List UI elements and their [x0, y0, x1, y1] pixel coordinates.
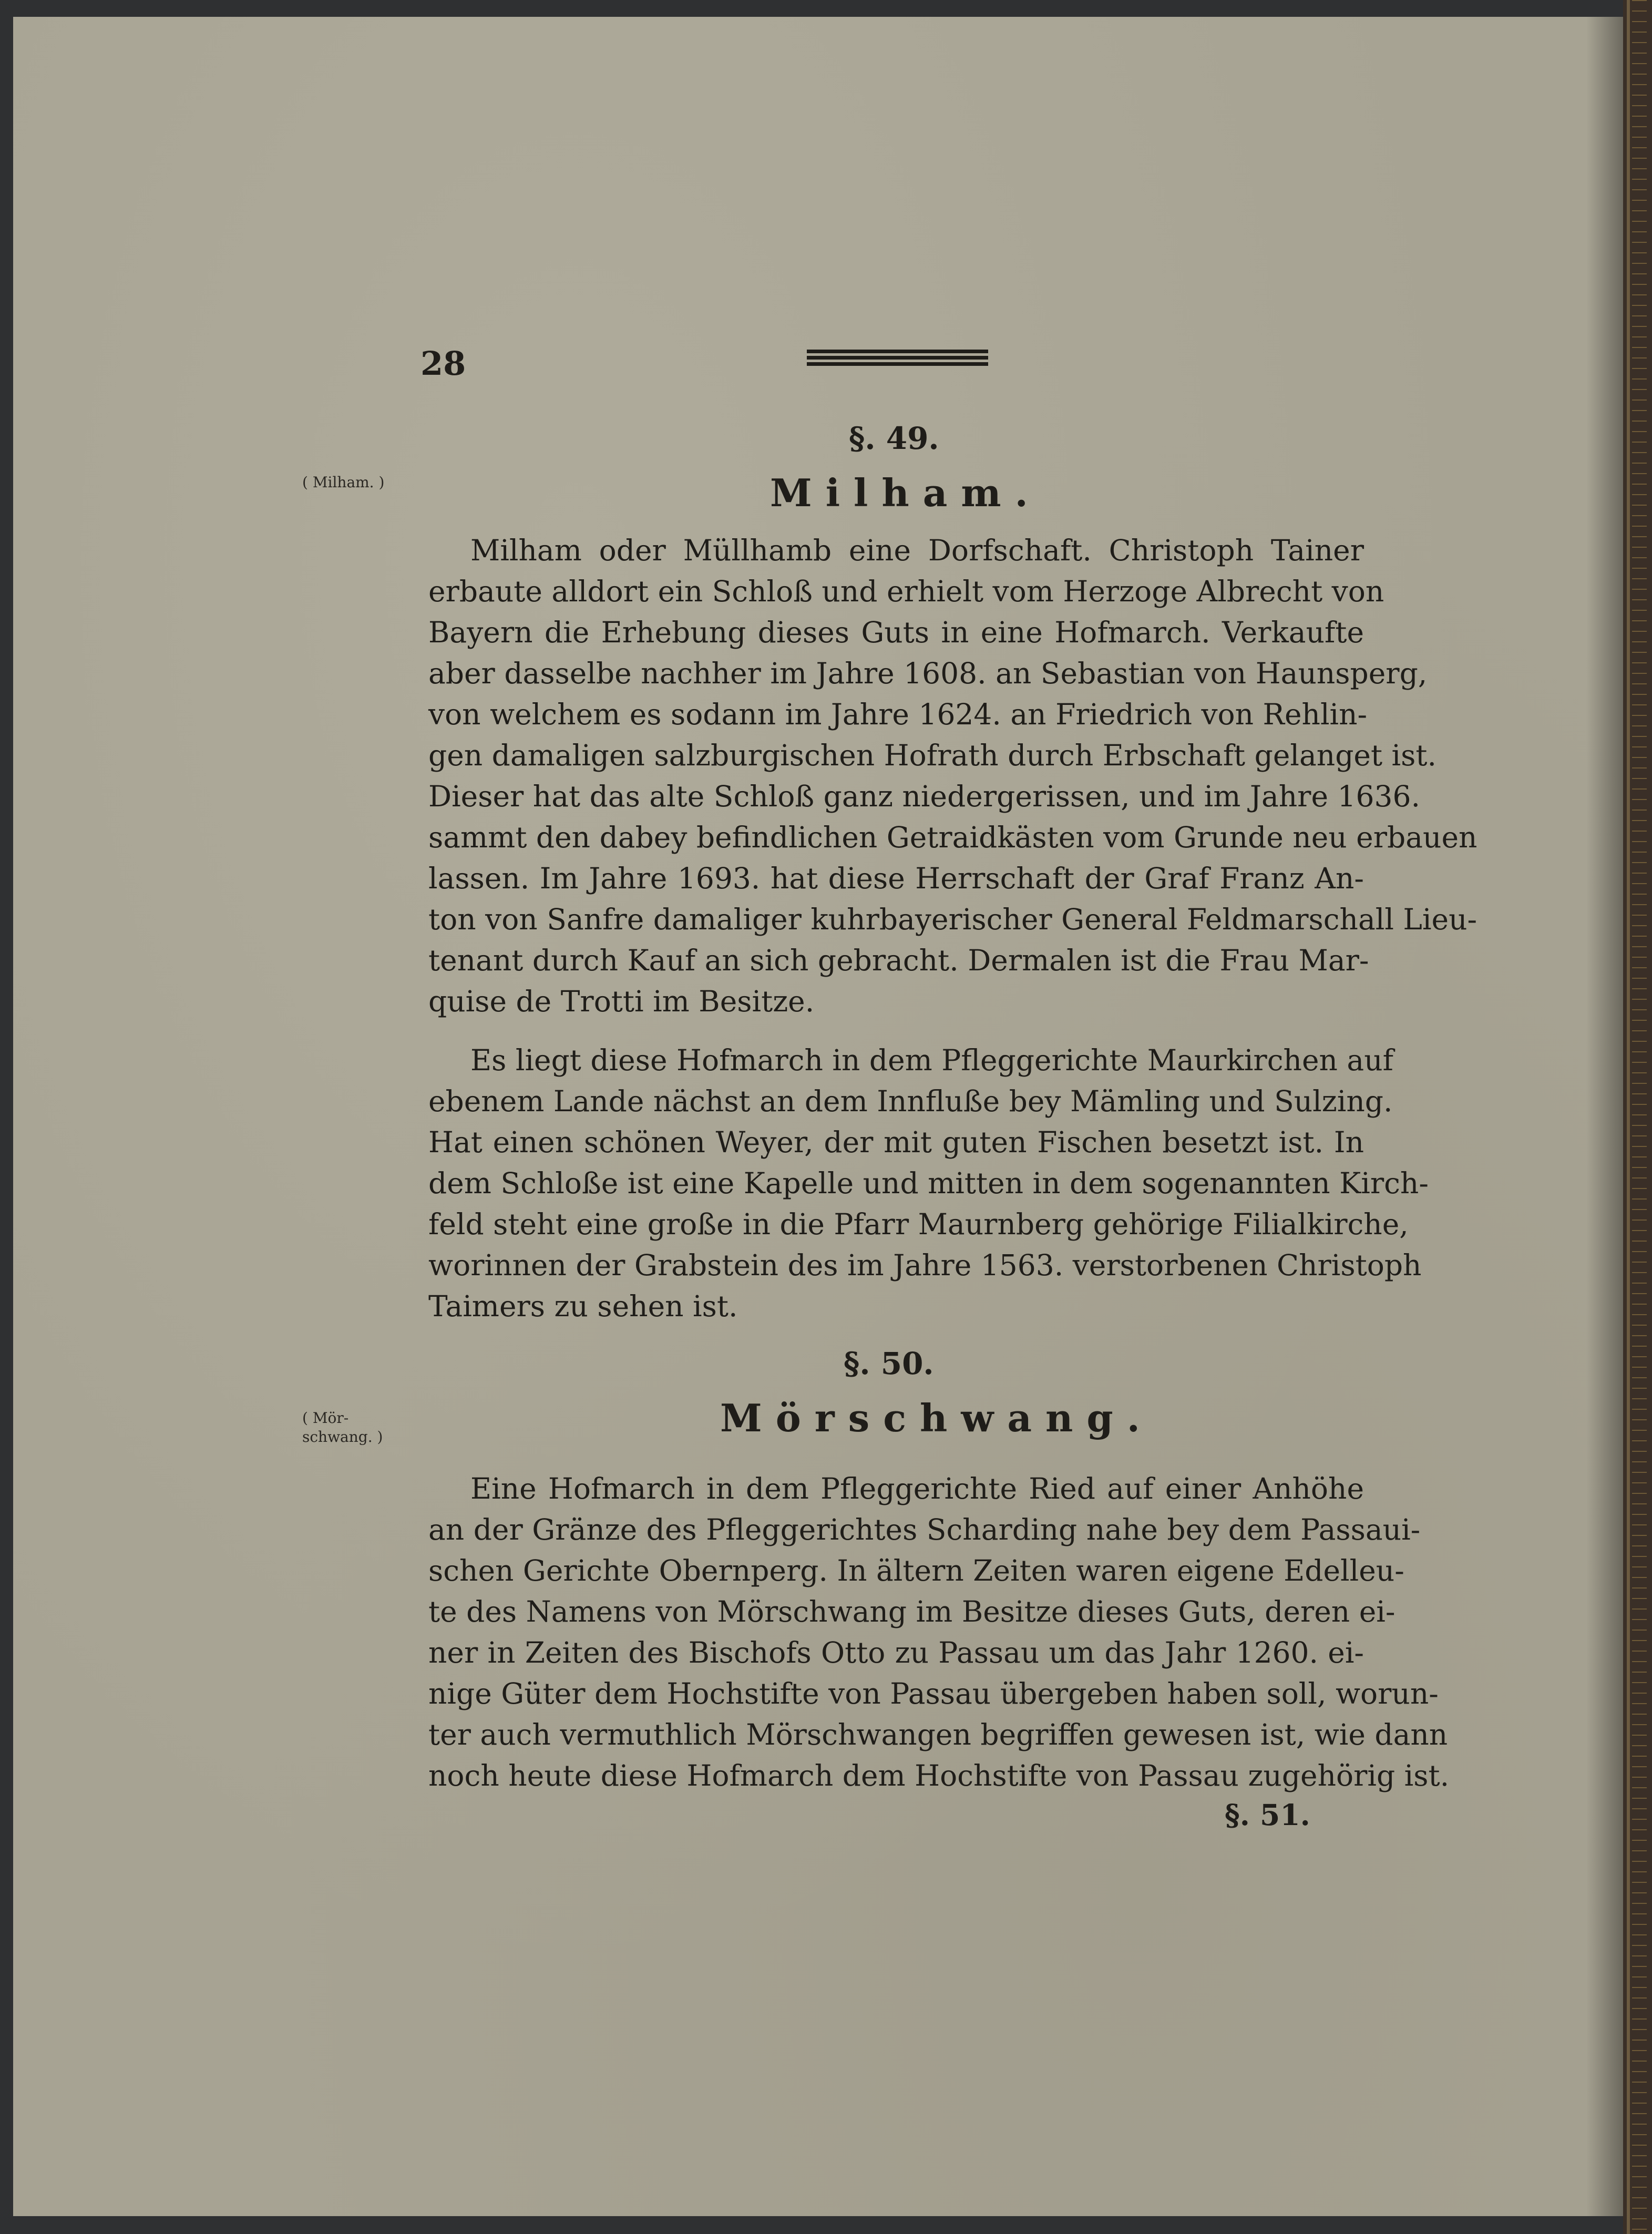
paragraph-line: te des Namens von Mörschwang im Besitze dieses Guts, deren ei- [428, 1595, 1396, 1628]
paragraph-line: Eine Hofmarch in dem Pfleggerichte Ried auf einer Anhöhe [470, 1472, 1364, 1505]
page-number: 28 [420, 344, 466, 383]
paragraph-line: Hat einen schönen Weyer, der mit guten Fischen besetzt ist. In [428, 1125, 1364, 1159]
paragraph-line: Milham oder Müllhamb eine Dorfschaft. Christoph Tainer [470, 534, 1364, 567]
paragraph-line: von welchem es sodann im Jahre 1624. an Friedrich von Rehlin- [428, 698, 1368, 731]
paragraph-line: Es liegt diese Hofmarch in dem Pfleggerichte Maurkirchen auf [470, 1043, 1393, 1077]
section-number: §. 50. [844, 1346, 934, 1381]
paragraph-line: noch heute diese Hofmarch dem Hochstifte von Passau zugehörig ist. [428, 1759, 1450, 1792]
book-gutter-shadow [1586, 17, 1623, 2216]
scan-ruler [1632, 0, 1647, 2234]
paragraph-line: erbaute alldort ein Schloß und erhielt vom Herzoge Albrecht von [428, 575, 1384, 608]
section-number: §. 49. [849, 421, 939, 456]
margin-note: ( Mör- schwang. ) [302, 1409, 383, 1446]
paragraph-line: Taimers zu sehen ist. [428, 1289, 738, 1323]
catchword: §. 51. [1225, 1798, 1310, 1832]
paragraph-line: sammt den dabey befindlichen Getraidkästen vom Grunde neu erbauen [428, 821, 1477, 854]
scan-border-line [1627, 0, 1630, 2234]
paragraph-line: an der Gränze des Pfleggerichtes Scharding nahe bey dem Passaui- [428, 1513, 1421, 1546]
paragraph-line: aber dasselbe nachher im Jahre 1608. an Sebastian von Haunsperg, [428, 657, 1428, 690]
margin-note: ( Milham. ) [302, 474, 385, 491]
paragraph-line: ter auch vermuthlich Mörschwangen begriffen gewesen ist, wie dann [428, 1718, 1448, 1751]
section-title: Milham. [770, 470, 1042, 515]
paragraph-line: gen damaligen salzburgischen Hofrath durch Erbschaft gelanget ist. [428, 739, 1436, 772]
paragraph-line: schen Gerichte Obernperg. In ältern Zeiten waren eigene Edelleu- [428, 1554, 1404, 1587]
paragraph-line: nige Güter dem Hochstifte von Passau übergeben haben soll, worun- [428, 1677, 1439, 1710]
paragraph-line: ebenem Lande nächst an dem Innfluße bey Mämling und Sulzing. [428, 1084, 1393, 1118]
paragraph-line: ner in Zeiten des Bischofs Otto zu Passau um das Jahr 1260. ei- [428, 1636, 1364, 1669]
paragraph-line: worinnen der Grabstein des im Jahre 1563. verstorbenen Christoph [428, 1248, 1422, 1282]
paragraph-line: ton von Sanfre damaliger kuhrbayerischer General Feldmarschall Lieu- [428, 903, 1477, 936]
paragraph-line: dem Schloße ist eine Kapelle und mitten in dem sogenannten Kirch- [428, 1166, 1429, 1200]
section-title: Mörschwang. [720, 1396, 1154, 1440]
paragraph-line: feld steht eine große in die Pfarr Maurnberg gehörige Filialkirche, [428, 1207, 1409, 1241]
paragraph-line: Bayern die Erhebung dieses Guts in eine Hofmarch. Verkaufte [428, 616, 1364, 649]
paragraph-line: lassen. Im Jahre 1693. hat diese Herrschaft der Graf Franz An- [428, 862, 1364, 895]
header-rule [807, 350, 988, 366]
paragraph-line: Dieser hat das alte Schloß ganz niedergerissen, und im Jahre 1636. [428, 780, 1420, 813]
paragraph-line: tenant durch Kauf an sich gebracht. Dermalen ist die Frau Mar- [428, 944, 1369, 977]
paragraph-line: quise de Trotti im Besitze. [428, 985, 815, 1018]
